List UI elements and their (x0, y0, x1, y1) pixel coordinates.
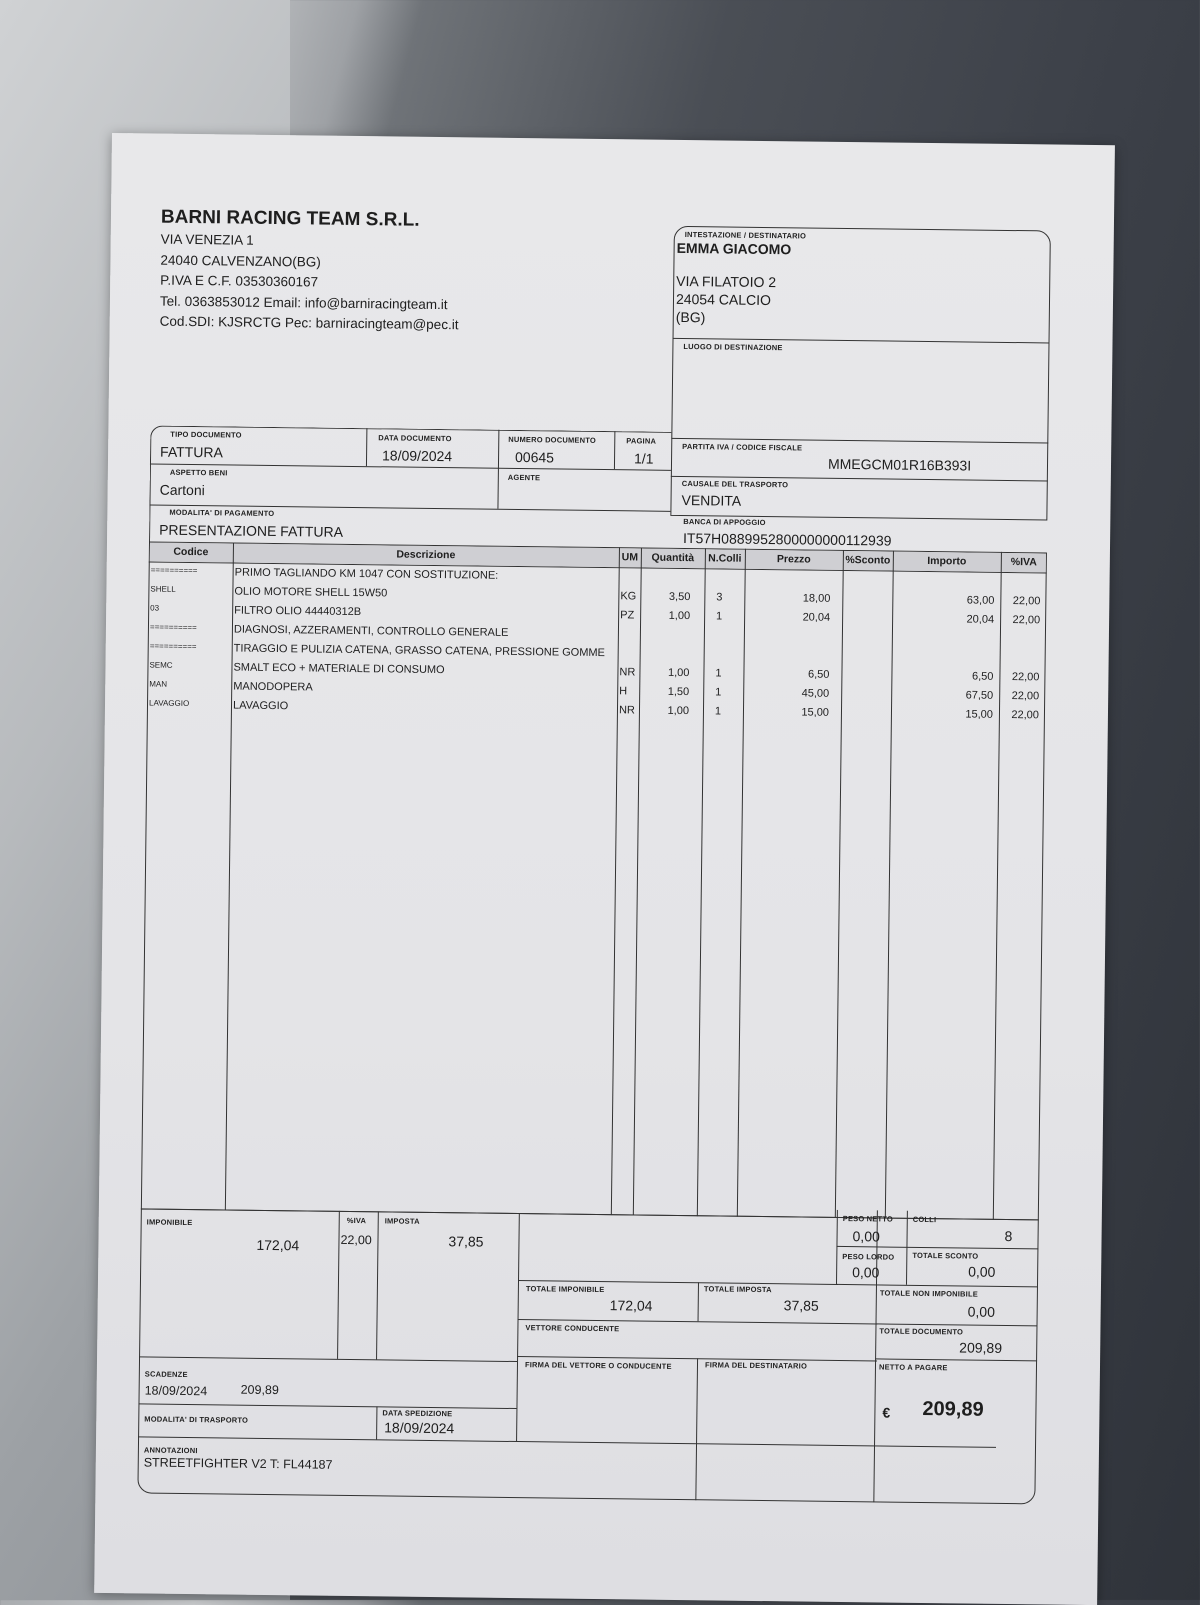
cell-prezzo (745, 573, 831, 574)
totale-sconto-label: TOTALE SCONTO (912, 1251, 978, 1261)
totale-imponibile-label: TOTALE IMPONIBILE (526, 1284, 605, 1294)
cell-importo (894, 632, 994, 633)
company-line: 24040 CALVENZANO(BG) (160, 250, 459, 274)
cell-iva: 22,00 (997, 690, 1039, 703)
data-label: DATA DOCUMENTO (378, 433, 451, 443)
company-line: P.IVA E C.F. 03530360167 (160, 271, 459, 295)
cell-prezzo: 6,50 (743, 668, 829, 681)
cell-importo (895, 575, 995, 576)
spedizione-value: 18/09/2024 (384, 1419, 454, 1436)
cell-ncolli: 1 (704, 610, 734, 622)
tipo-value: FATTURA (160, 444, 223, 461)
totale-documento-value: 209,89 (959, 1339, 1002, 1356)
aspetto-label: ASPETTO BENI (170, 468, 228, 478)
pagamento-value: PRESENTAZIONE FATTURA (159, 522, 343, 540)
cell-descrizione: LAVAGGIO (233, 700, 663, 717)
vettore-label: VETTORE CONDUCENTE (525, 1323, 619, 1333)
company-line: Tel. 0363853012 Email: info@barniracingteam.it (160, 291, 459, 315)
spedizione-label: DATA SPEDIZIONE (382, 1408, 452, 1418)
annotazioni-value: STREETFIGHTER V2 T: FL44187 (144, 1455, 333, 1471)
cell-um: KG (620, 590, 642, 602)
invoice-sheet (94, 133, 1115, 1605)
cell-descrizione: TIRAGGIO E PULIZIA CATENA, GRASSO CATENA, PRESSIONE GOMME (234, 643, 664, 660)
cell-descrizione: MANODOPERA (233, 681, 663, 698)
col-header-descrizione: Descrizione (233, 547, 619, 564)
cell-quantita: 1,00 (637, 666, 689, 679)
peso-netto-label: PESO NETTO (843, 1214, 893, 1224)
cell-descrizione: PRIMO TAGLIANDO KM 1047 CON SOSTITUZIONE: (235, 567, 665, 584)
company-name: BARNI RACING TEAM S.R.L. (161, 206, 460, 234)
firma-destinatario-label: FIRMA DEL DESTINATARIO (705, 1360, 807, 1370)
cell-ncolli: 1 (703, 667, 733, 679)
company-line: Cod.SDI: KJSRCTG Pec: barniracingteam@pec.it (160, 312, 459, 336)
cell-um: NR (619, 704, 641, 716)
peso-netto-value: 0,00 (852, 1228, 879, 1244)
recipient-address-line: (BG) (676, 309, 706, 325)
imponibile-value: 172,04 (256, 1237, 299, 1254)
pagina-value: 1/1 (634, 450, 654, 466)
peso-lordo-label: PESO LORDO (842, 1252, 894, 1262)
cell-prezzo: 20,04 (744, 611, 830, 624)
pagamento-label: MODALITA' DI PAGAMENTO (169, 508, 274, 518)
cell-iva: 22,00 (998, 595, 1040, 608)
cell-codice: MAN (149, 679, 229, 689)
causale-value: VENDITA (681, 492, 741, 509)
piva-value: MMEGCM01R16B393I (828, 456, 971, 474)
peso-lordo-value: 0,00 (852, 1264, 879, 1280)
cell-ncolli: 3 (704, 591, 734, 603)
piva-label: PARTITA IVA / CODICE FISCALE (682, 442, 802, 452)
cell-um: PZ (620, 609, 642, 621)
cell-um: H (619, 685, 641, 697)
col-header-um: UM (619, 551, 641, 563)
cell-importo: 20,04 (894, 613, 994, 626)
annotazioni-label: ANNOTAZIONI (144, 1445, 198, 1455)
cell-codice: 03 (150, 604, 230, 614)
destination-label: LUOGO DI DESTINAZIONE (683, 342, 782, 352)
cell-iva: 22,00 (997, 671, 1039, 684)
cell-um: NR (619, 666, 641, 678)
cell-importo: 15,00 (893, 708, 993, 721)
cell-codice: ========== (150, 623, 230, 633)
recipient-label: INTESTAZIONE / DESTINATARIO (685, 230, 806, 240)
pagina-label: PAGINA (626, 436, 656, 445)
cell-codice: ========== (150, 641, 230, 651)
cell-ncolli: 1 (703, 705, 733, 717)
totale-imponibile-value: 172,04 (610, 1297, 653, 1314)
cell-descrizione: FILTRO OLIO 44440312B (234, 605, 664, 622)
cell-prezzo (744, 649, 830, 650)
recipient-address-line: 24054 CALCIO (676, 291, 771, 308)
aspetto-value: Cartoni (160, 482, 205, 499)
imponibile-label: IMPONIBILE (147, 1218, 193, 1228)
agente-label: AGENTE (508, 473, 541, 482)
totale-non-imponibile-label: TOTALE NON IMPONIBILE (880, 1288, 978, 1298)
scadenza-data: 18/09/2024 (145, 1383, 208, 1398)
banca-value: IT57H0889952800000000112939 (683, 530, 892, 549)
imposta-value: 37,85 (448, 1233, 483, 1249)
company-header (160, 206, 460, 336)
cell-prezzo (744, 630, 830, 631)
cell-prezzo: 45,00 (743, 687, 829, 700)
banca-label: BANCA DI APPOGGIO (683, 517, 766, 527)
cell-importo (894, 651, 994, 652)
cell-iva: 22,00 (997, 709, 1039, 722)
cell-codice: LAVAGGIO (149, 698, 229, 708)
cell-quantita: 3,50 (638, 590, 690, 603)
numero-value: 00645 (515, 449, 554, 465)
cell-codice: ========== (151, 566, 231, 576)
totale-sconto-value: 0,00 (968, 1264, 995, 1280)
col-header-codice: Codice (149, 545, 233, 558)
cell-prezzo: 15,00 (743, 706, 829, 719)
netto-value: 209,89 (922, 1398, 983, 1422)
currency-symbol: € (882, 1405, 890, 1421)
cell-importo: 67,50 (893, 689, 993, 702)
totale-imposta-label: TOTALE IMPOSTA (704, 1284, 772, 1294)
cell-iva (998, 652, 1040, 653)
cell-quantita: 1,50 (637, 685, 689, 698)
scadenza-importo: 209,89 (241, 1383, 279, 1397)
company-line: VIA VENEZIA 1 (161, 230, 460, 254)
cell-codice: SHELL (150, 585, 230, 595)
netto-label: NETTO A PAGARE (879, 1362, 948, 1372)
data-value: 18/09/2024 (382, 447, 452, 464)
col-header-prezzo: Prezzo (745, 553, 843, 566)
cell-descrizione: OLIO MOTORE SHELL 15W50 (234, 586, 664, 603)
cell-descrizione: DIAGNOSI, AZZERAMENTI, CONTROLLO GENERALE (234, 624, 664, 641)
tipo-label: TIPO DOCUMENTO (170, 430, 242, 440)
recipient-address-line: VIA FILATOIO 2 (676, 273, 776, 290)
colli-value: 8 (1004, 1228, 1012, 1244)
trasporto-label: MODALITA' DI TRASPORTO (144, 1414, 248, 1424)
cell-quantita: 1,00 (638, 609, 690, 622)
cell-ncolli: 1 (703, 686, 733, 698)
cell-iva: 22,00 (998, 614, 1040, 627)
col-header-iva: %IVA (1001, 556, 1047, 569)
iva-label: %IVA (347, 1216, 367, 1225)
totale-imposta-value: 37,85 (784, 1297, 819, 1313)
col-header-sconto: %Sconto (843, 554, 893, 567)
recipient-name: EMMA GIACOMO (677, 240, 792, 257)
numero-label: NUMERO DOCUMENTO (508, 435, 596, 445)
scadenze-label: SCADENZE (145, 1369, 188, 1379)
cell-importo: 63,00 (894, 594, 994, 607)
causale-label: CAUSALE DEL TRASPORTO (682, 479, 789, 489)
totale-non-imponibile-value: 0,00 (968, 1304, 995, 1320)
cell-iva (999, 576, 1041, 577)
col-header-quantita: Quantità (641, 551, 705, 564)
imposta-label: IMPOSTA (385, 1216, 420, 1225)
cell-descrizione: SMALT ECO + MATERIALE DI CONSUMO (233, 662, 663, 679)
colli-label: COLLI (913, 1215, 937, 1224)
cell-codice: SEMC (149, 660, 229, 670)
table-body (146, 563, 1046, 774)
cell-importo: 6,50 (893, 670, 993, 683)
cell-prezzo: 18,00 (744, 592, 830, 605)
iva-value: 22,00 (340, 1233, 371, 1247)
cell-iva (998, 633, 1040, 634)
col-header-ncolli: N.Colli (705, 552, 745, 564)
firma-vettore-label: FIRMA DEL VETTORE O CONDUCENTE (525, 1360, 672, 1371)
cell-quantita: 1,00 (637, 704, 689, 717)
col-header-importo: Importo (893, 555, 1001, 568)
totale-documento-label: TOTALE DOCUMENTO (879, 1326, 963, 1336)
